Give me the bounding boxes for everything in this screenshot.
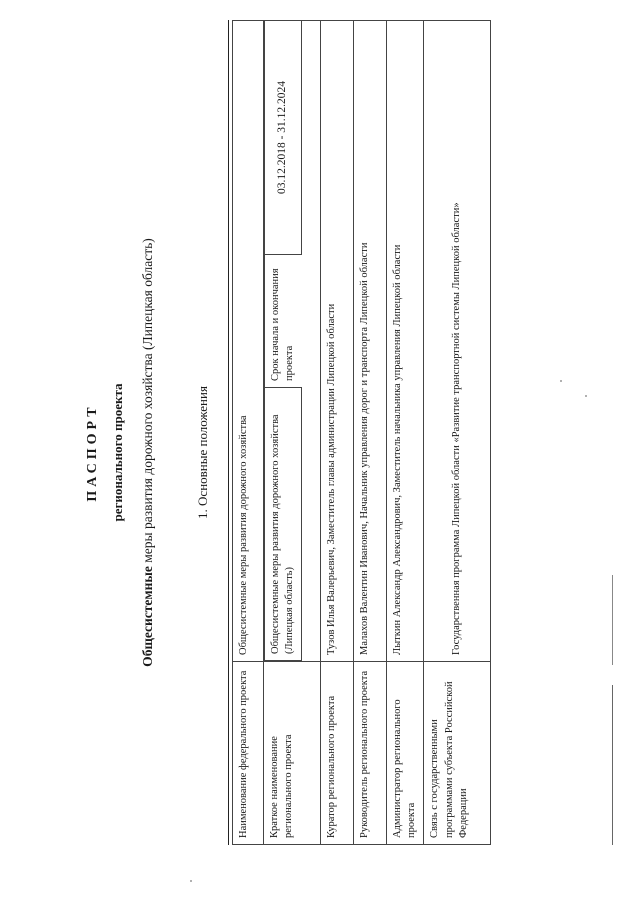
- table-row: [424, 21, 491, 845]
- row-label: Связь с государственными программами субъекта Российской Федерации: [424, 662, 491, 845]
- scan-speck: [560, 380, 562, 382]
- row-value: Государственная программа Липецкой области «Развитие транспортной системы Липецкой области»: [424, 21, 491, 662]
- row-value: Общесистемные меры развития дорожного хозяйства: [233, 21, 264, 662]
- project-name-bold: Общесистемные: [140, 566, 155, 667]
- page-title: ПАСПОРТ: [85, 403, 100, 502]
- table-row: [264, 21, 321, 845]
- page-subtitle: регионального проекта: [110, 383, 125, 522]
- row-label: Администратор регионального проекта: [387, 662, 424, 845]
- section-title: 1. Основные положения: [195, 386, 210, 519]
- scan-speck: [190, 880, 192, 882]
- table-row: [233, 21, 264, 845]
- main-positions-table: [232, 20, 491, 845]
- row-label: Руководитель регионального проекта: [354, 662, 387, 845]
- term-value: 03.12.2018 - 31.12.2024: [265, 21, 302, 255]
- row-value: Тузов Илья Валерьевич, Заместитель главы администрации Липецкой области: [321, 21, 354, 662]
- bottom-rule: [612, 685, 613, 845]
- project-name-rest: меры развития дорожного хозяйства (Липецкая область): [140, 238, 155, 567]
- row-value: Малахов Валентин Иванович, Начальник управления дорог и транспорта Липецкой области: [354, 21, 387, 662]
- row-label: Куратор регионального проекта: [321, 662, 354, 845]
- project-name: [140, 0, 156, 905]
- scan-speck: [585, 395, 587, 397]
- term-label: Срок начала и окончания проекта: [265, 255, 302, 388]
- top-rule: [228, 20, 229, 845]
- inner-table: [264, 21, 302, 661]
- short-name-value: Общесистемные меры развития дорожного хозяйства (Липецкая область): [265, 388, 302, 661]
- row-value: Лыткин Александр Александрович, Заместитель начальника управления Липецкой области: [387, 21, 424, 662]
- bottom-rule-secondary: [612, 575, 613, 665]
- row-label: Краткое наименование регионального проекта: [264, 662, 321, 845]
- row-label: Наименование федерального проекта: [233, 662, 264, 845]
- table-row: [387, 21, 424, 845]
- table-row: [321, 21, 354, 845]
- table-row: [354, 21, 387, 845]
- row-value-composite: [264, 21, 321, 662]
